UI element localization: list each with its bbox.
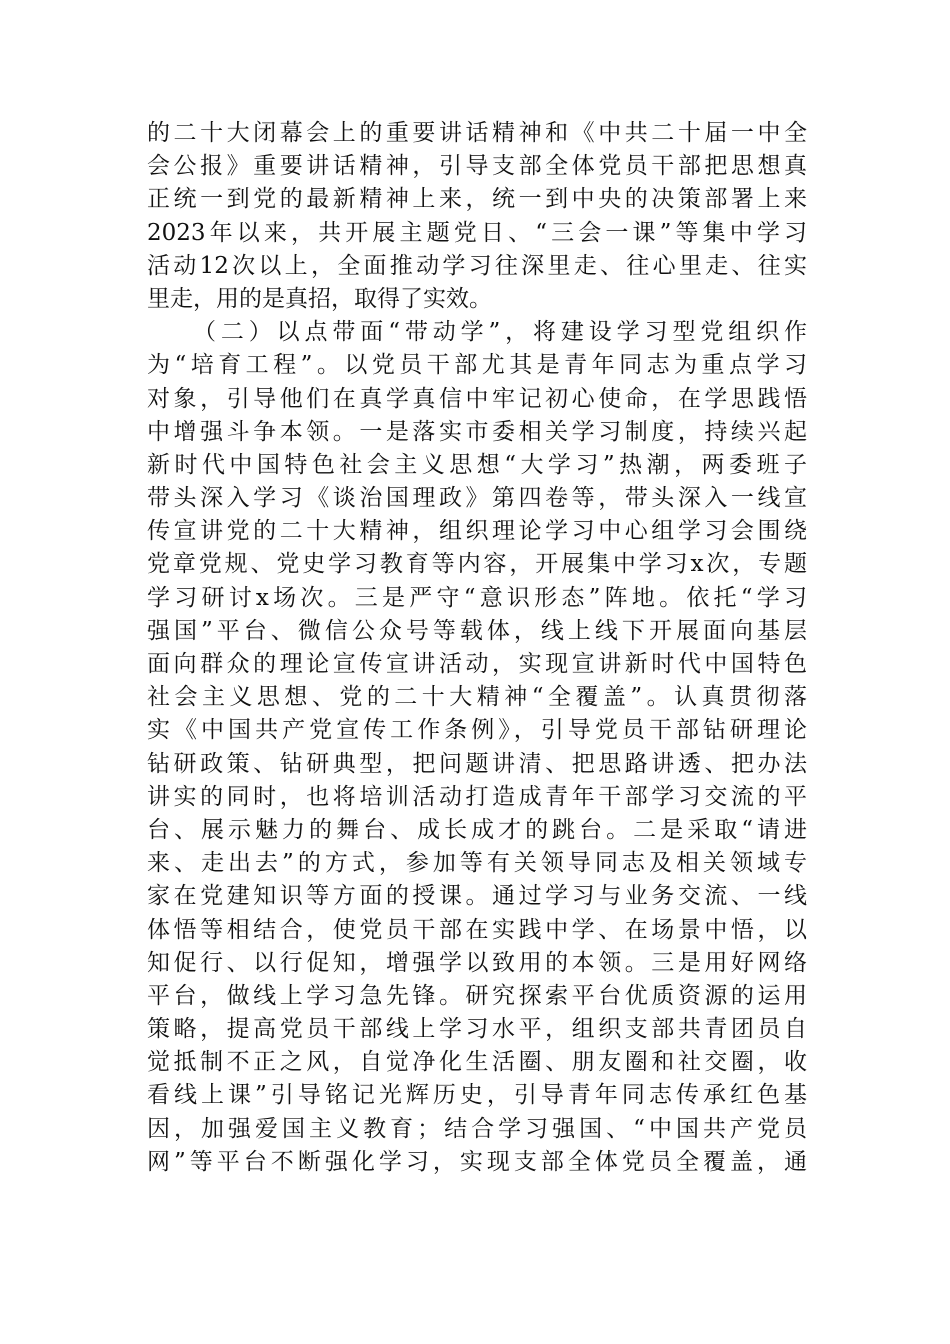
paragraph bbox=[147, 117, 807, 316]
text-line: 带头深入学习《谈治国理政》第四卷等，带头深入一线宣 bbox=[147, 485, 807, 512]
section-paragraph bbox=[147, 316, 807, 1179]
text-line: 的二十大闭幕会上的重要讲话精神和《中共二十届一中全 bbox=[147, 120, 807, 146]
text-line: 体悟等相结合，使党员干部在实践中学、在场景中悟，以 bbox=[147, 916, 807, 943]
text-line: 讲实的同时，也将培训活动打造成青年干部学习交流的平 bbox=[147, 783, 807, 810]
text-line: 钻研政策、钻研典型，把问题讲清、把思路讲透、把办法 bbox=[147, 750, 807, 777]
text-line: 实《中国共产党宣传工作条例》，引导党员干部钻研理论 bbox=[147, 717, 807, 744]
text-line: 正统一到党的最新精神上来，统一到中央的决策部署上来 bbox=[147, 186, 807, 213]
text-line: 活动12次以上，全面推动学习往深里走、往心里走、往实 bbox=[147, 252, 807, 279]
body-text bbox=[147, 117, 807, 1179]
text-line: 里走，用的是真招，取得了实效。 bbox=[147, 285, 492, 312]
text-line: 学习研讨x场次。三是严守“意识形态”阵地。依托“学习 bbox=[147, 584, 807, 611]
text-line: 因，加强爱国主义教育；结合学习强国、“中国共产党员 bbox=[147, 1115, 807, 1142]
text-line: 传宣讲党的二十大精神，组织理论学习中心组学习会围绕 bbox=[147, 518, 807, 545]
text-line: 觉抵制不正之风，自觉净化生活圈、朋友圈和社交圈，收 bbox=[147, 1049, 807, 1076]
text-line: 强国”平台、微信公众号等载体，线上线下开展面向基层 bbox=[147, 617, 807, 644]
text-line: 2023年以来，共开展主题党日、“三会一课”等集中学习 bbox=[147, 219, 807, 246]
text-line: 会公报》重要讲话精神，引导支部全体党员干部把思想真 bbox=[147, 153, 807, 180]
text-line: 中增强斗争本领。一是落实市委相关学习制度，持续兴起 bbox=[147, 418, 807, 445]
text-line: 面向群众的理论宣传宣讲活动，实现宣讲新时代中国特色 bbox=[147, 651, 807, 677]
text-line: 知促行、以行促知，增强学以致用的本领。三是用好网络 bbox=[147, 949, 807, 976]
text-line: 对象，引导他们在真学真信中牢记初心使命，在学思践悟 bbox=[147, 385, 807, 412]
text-line: 看线上课”引导铭记光辉历史，引导青年同志传承红色基 bbox=[147, 1082, 807, 1109]
text-line: （二）以点带面“带动学”，将建设学习型党组织作 bbox=[193, 319, 807, 346]
text-line: 为“培育工程”。以党员干部尤其是青年同志为重点学习 bbox=[147, 352, 807, 379]
text-line: 来、走出去”的方式，参加等有关领导同志及相关领域专 bbox=[147, 850, 807, 877]
text-line: 台、展示魅力的舞台、成长成才的跳台。二是采取“请进 bbox=[147, 816, 807, 843]
text-line: 社会主义思想、党的二十大精神“全覆盖”。认真贯彻落 bbox=[147, 684, 807, 711]
text-line: 家在党建知识等方面的授课。通过学习与业务交流、一线 bbox=[147, 883, 807, 910]
text-line: 网”等平台不断强化学习，实现支部全体党员全覆盖，通 bbox=[147, 1148, 807, 1175]
text-line: 策略，提高党员干部线上学习水平，组织支部共青团员自 bbox=[147, 1016, 807, 1043]
text-line: 新时代中国特色社会主义思想“大学习”热潮，两委班子 bbox=[147, 451, 807, 478]
text-line: 平台，做线上学习急先锋。研究探索平台优质资源的运用 bbox=[147, 982, 807, 1009]
text-line: 党章党规、党史学习教育等内容，开展集中学习x次，专题 bbox=[147, 551, 807, 578]
